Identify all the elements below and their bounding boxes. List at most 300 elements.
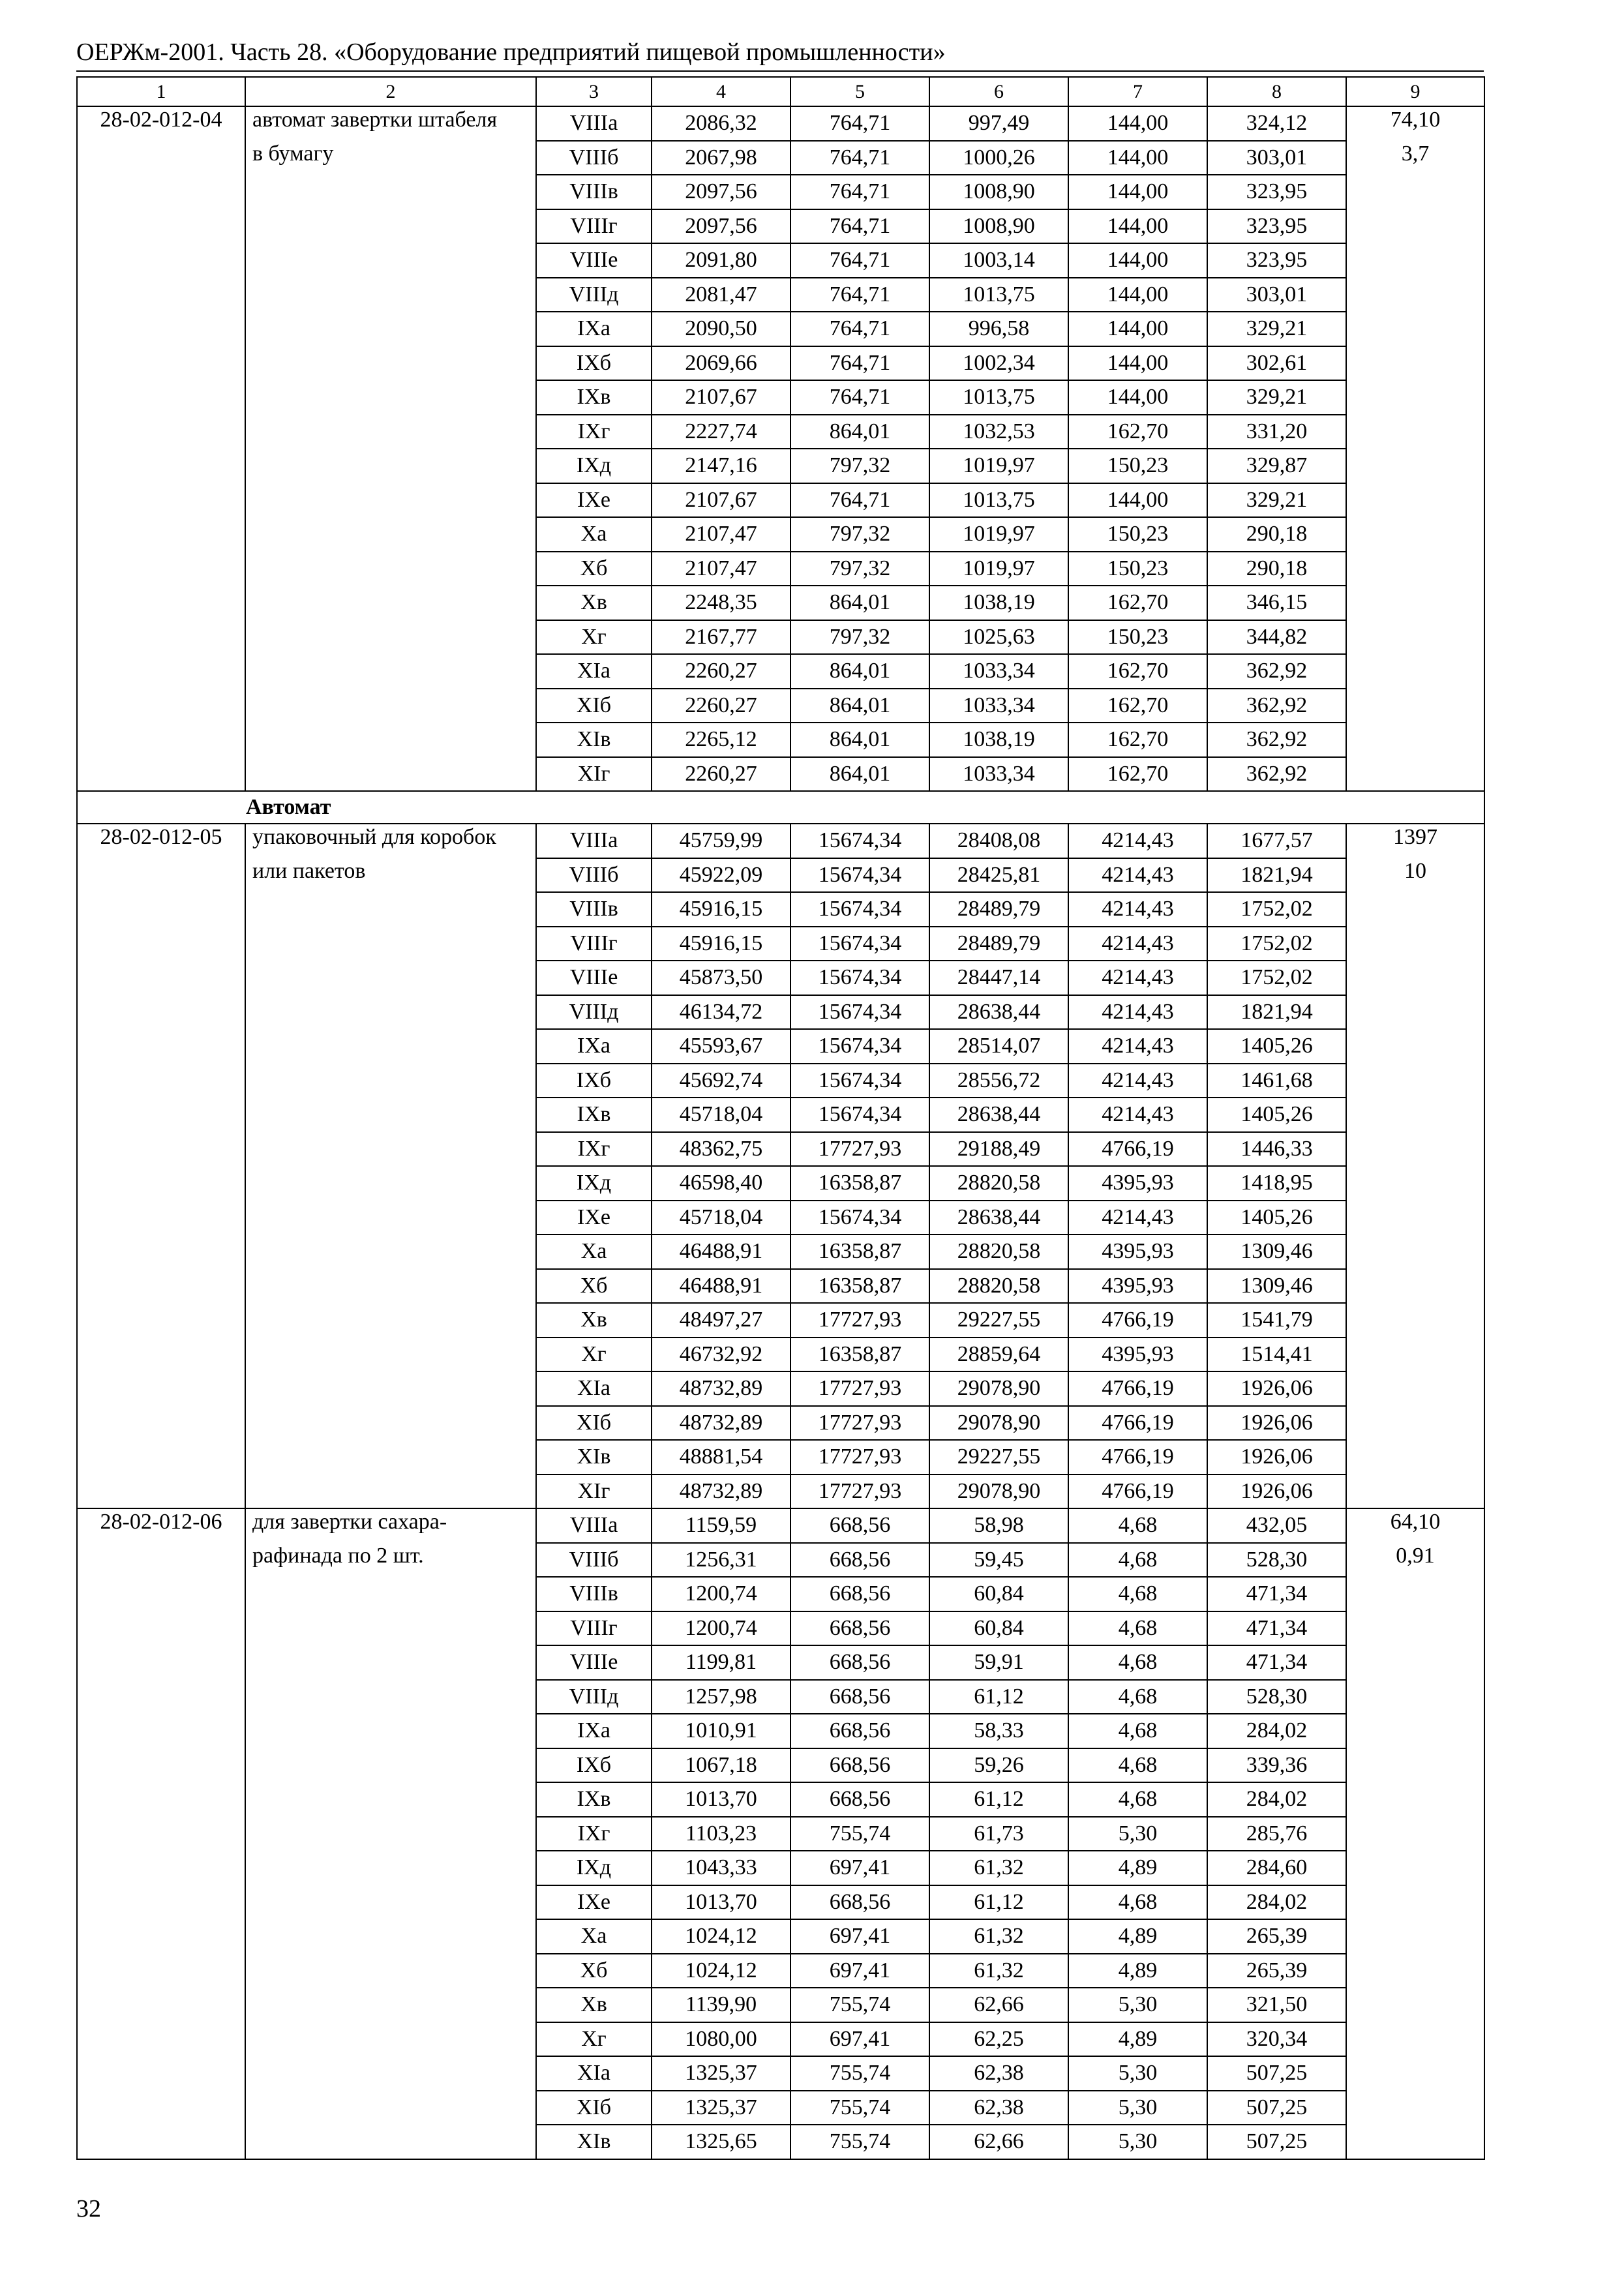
value-cell: 668,56	[790, 1885, 929, 1920]
table-row	[77, 1954, 1484, 1988]
value-cell: 150,23	[1068, 552, 1207, 586]
value-cell: 1200,74	[652, 1611, 790, 1646]
item-name-cell	[245, 1645, 536, 1680]
value-cell: 1139,90	[652, 1988, 790, 2022]
value-cell: Xа	[536, 517, 652, 552]
col9-cell: 3,7	[1346, 141, 1484, 175]
value-cell: 303,01	[1207, 278, 1346, 312]
value-cell: Xв	[536, 1988, 652, 2022]
value-cell: 28820,58	[929, 1269, 1068, 1304]
value-cell: 45922,09	[652, 858, 790, 893]
value-cell: 45916,15	[652, 927, 790, 961]
col9-cell: 74,10	[1346, 106, 1484, 141]
value-cell: 1325,37	[652, 2091, 790, 2125]
value-cell: VIIIв	[536, 1577, 652, 1611]
value-cell: 162,70	[1068, 586, 1207, 620]
value-cell: 2097,56	[652, 175, 790, 209]
value-cell: Xв	[536, 1303, 652, 1338]
item-name-cell	[245, 2125, 536, 2159]
value-cell: VIIIе	[536, 1645, 652, 1680]
value-cell: 1103,23	[652, 1817, 790, 1851]
item-name-cell	[245, 757, 536, 792]
value-cell: 668,56	[790, 1577, 929, 1611]
value-cell: 4,89	[1068, 1954, 1207, 1988]
value-cell: 528,30	[1207, 1680, 1346, 1714]
value-cell: 162,70	[1068, 723, 1207, 757]
value-cell: Xб	[536, 1954, 652, 1988]
value-cell: 697,41	[790, 1851, 929, 1885]
item-code-cell	[77, 517, 245, 552]
item-code-cell	[77, 1748, 245, 1783]
value-cell: XIа	[536, 1371, 652, 1406]
value-cell: 29227,55	[929, 1303, 1068, 1338]
item-name-cell	[245, 312, 536, 346]
value-cell: IXе	[536, 1885, 652, 1920]
col9-cell	[1346, 1371, 1484, 1406]
item-name-cell	[245, 1234, 536, 1269]
value-cell: 1003,14	[929, 243, 1068, 278]
value-cell: 4,68	[1068, 1714, 1207, 1748]
item-name-cell	[245, 483, 536, 518]
value-cell: 864,01	[790, 415, 929, 449]
value-cell: XIб	[536, 689, 652, 723]
col9-cell	[1346, 1166, 1484, 1201]
value-cell: 324,12	[1207, 106, 1346, 141]
table-row	[77, 1714, 1484, 1748]
value-cell: 2265,12	[652, 723, 790, 757]
value-cell: 48362,75	[652, 1132, 790, 1167]
table-row	[77, 346, 1484, 381]
value-cell: 16358,87	[790, 1234, 929, 1269]
table-row	[77, 1166, 1484, 1201]
col9-cell	[1346, 995, 1484, 1030]
value-cell: 58,33	[929, 1714, 1068, 1748]
item-code-cell	[77, 1988, 245, 2022]
item-code-cell	[77, 278, 245, 312]
item-name-cell	[245, 1132, 536, 1167]
value-cell: 331,20	[1207, 415, 1346, 449]
item-code-cell	[77, 1303, 245, 1338]
value-cell: 45718,04	[652, 1201, 790, 1235]
value-cell: 17727,93	[790, 1371, 929, 1406]
value-cell: 1013,70	[652, 1782, 790, 1817]
price-table	[76, 76, 1485, 2160]
value-cell: IXв	[536, 380, 652, 415]
value-cell: VIIIг	[536, 1611, 652, 1646]
table-row	[77, 209, 1484, 244]
value-cell: 2097,56	[652, 209, 790, 244]
item-code-cell	[77, 927, 245, 961]
col9-cell	[1346, 1851, 1484, 1885]
value-cell: 29188,49	[929, 1132, 1068, 1167]
value-cell: 1002,34	[929, 346, 1068, 381]
item-code-cell	[77, 858, 245, 893]
col9-cell	[1346, 1269, 1484, 1304]
column-number: 9	[1346, 77, 1484, 106]
value-cell: 4766,19	[1068, 1406, 1207, 1441]
table-row	[77, 586, 1484, 620]
value-cell: VIIIг	[536, 927, 652, 961]
value-cell: 4395,93	[1068, 1234, 1207, 1269]
value-cell: 4214,43	[1068, 1029, 1207, 1064]
value-cell: 61,32	[929, 1954, 1068, 1988]
value-cell: IXг	[536, 1817, 652, 1851]
item-name-cell	[245, 1782, 536, 1817]
col9-cell	[1346, 449, 1484, 483]
item-name-cell: для завертки сахара-	[245, 1508, 536, 1543]
value-cell: 362,92	[1207, 654, 1346, 689]
col9-cell	[1346, 1029, 1484, 1064]
value-cell: 4395,93	[1068, 1166, 1207, 1201]
value-cell: VIIIд	[536, 995, 652, 1030]
item-code-cell	[77, 2125, 245, 2159]
value-cell: 864,01	[790, 689, 929, 723]
value-cell: 323,95	[1207, 175, 1346, 209]
value-cell: 1019,97	[929, 552, 1068, 586]
value-cell: 4,89	[1068, 1919, 1207, 1954]
value-cell: 4214,43	[1068, 1098, 1207, 1132]
value-cell: 362,92	[1207, 723, 1346, 757]
table-row	[77, 1029, 1484, 1064]
col9-cell	[1346, 380, 1484, 415]
value-cell: 4,89	[1068, 1851, 1207, 1885]
value-cell: 5,30	[1068, 2056, 1207, 2091]
value-cell: 1024,12	[652, 1919, 790, 1954]
value-cell: 668,56	[790, 1748, 929, 1783]
value-cell: 4766,19	[1068, 1371, 1207, 1406]
item-code-cell	[77, 1919, 245, 1954]
col9-cell: 10	[1346, 858, 1484, 893]
col9-cell	[1346, 1064, 1484, 1098]
value-cell: XIа	[536, 2056, 652, 2091]
value-cell: 2260,27	[652, 757, 790, 792]
value-cell: VIIIб	[536, 141, 652, 175]
value-cell: Xг	[536, 1338, 652, 1372]
value-cell: 61,32	[929, 1851, 1068, 1885]
value-cell: 28638,44	[929, 1201, 1068, 1235]
value-cell: VIIIа	[536, 106, 652, 141]
table-row	[77, 824, 1484, 858]
table-row	[77, 757, 1484, 792]
value-cell: 16358,87	[790, 1338, 929, 1372]
item-code-cell	[77, 1611, 245, 1646]
value-cell: 1677,57	[1207, 824, 1346, 858]
col9-cell	[1346, 209, 1484, 244]
value-cell: 668,56	[790, 1611, 929, 1646]
value-cell: 17727,93	[790, 1474, 929, 1509]
value-cell: 144,00	[1068, 141, 1207, 175]
value-cell: 5,30	[1068, 1988, 1207, 2022]
value-cell: IXв	[536, 1782, 652, 1817]
item-name-cell: автомат завертки штабеля	[245, 106, 536, 141]
value-cell: 62,66	[929, 1988, 1068, 2022]
value-cell: 59,26	[929, 1748, 1068, 1783]
item-name-cell	[245, 1371, 536, 1406]
value-cell: 668,56	[790, 1680, 929, 1714]
value-cell: 45759,99	[652, 824, 790, 858]
value-cell: 764,71	[790, 106, 929, 141]
value-cell: 28820,58	[929, 1166, 1068, 1201]
value-cell: IXб	[536, 1748, 652, 1783]
column-number: 8	[1207, 77, 1346, 106]
table-row	[77, 858, 1484, 893]
value-cell: 764,71	[790, 243, 929, 278]
col9-cell	[1346, 1748, 1484, 1783]
value-cell: VIIIе	[536, 961, 652, 995]
column-number: 4	[652, 77, 790, 106]
table-row	[77, 1132, 1484, 1167]
value-cell: 1325,65	[652, 2125, 790, 2159]
value-cell: 668,56	[790, 1645, 929, 1680]
value-cell: VIIIа	[536, 824, 652, 858]
table-row	[77, 1098, 1484, 1132]
col9-cell	[1346, 346, 1484, 381]
item-name-cell	[245, 620, 536, 655]
value-cell: IXа	[536, 1714, 652, 1748]
value-cell: 4214,43	[1068, 961, 1207, 995]
value-cell: 58,98	[929, 1508, 1068, 1543]
value-cell: 144,00	[1068, 209, 1207, 244]
value-cell: 764,71	[790, 175, 929, 209]
value-cell: 162,70	[1068, 654, 1207, 689]
item-code-cell	[77, 415, 245, 449]
value-cell: 1541,79	[1207, 1303, 1346, 1338]
value-cell: 2260,27	[652, 654, 790, 689]
value-cell: 1821,94	[1207, 995, 1346, 1030]
value-cell: 1025,63	[929, 620, 1068, 655]
value-cell: 2248,35	[652, 586, 790, 620]
value-cell: 284,02	[1207, 1782, 1346, 1817]
value-cell: 290,18	[1207, 552, 1346, 586]
value-cell: 507,25	[1207, 2091, 1346, 2125]
table-row	[77, 1474, 1484, 1509]
table-row	[77, 1440, 1484, 1474]
table-row	[77, 620, 1484, 655]
value-cell: 162,70	[1068, 415, 1207, 449]
item-code-cell	[77, 1234, 245, 1269]
value-cell: 2081,47	[652, 278, 790, 312]
table-row	[77, 1851, 1484, 1885]
value-cell: 2067,98	[652, 141, 790, 175]
value-cell: 323,95	[1207, 243, 1346, 278]
value-cell: 15674,34	[790, 927, 929, 961]
item-name-cell	[245, 1440, 536, 1474]
value-cell: 764,71	[790, 278, 929, 312]
table-row	[77, 2091, 1484, 2125]
value-cell: 15674,34	[790, 995, 929, 1030]
col9-cell	[1346, 2056, 1484, 2091]
table-row	[77, 2125, 1484, 2159]
value-cell: 755,74	[790, 2056, 929, 2091]
value-cell: 16358,87	[790, 1166, 929, 1201]
value-cell: 755,74	[790, 2091, 929, 2125]
value-cell: 4,68	[1068, 1885, 1207, 1920]
value-cell: 764,71	[790, 346, 929, 381]
value-cell: Xг	[536, 2022, 652, 2057]
value-cell: 996,58	[929, 312, 1068, 346]
value-cell: 48732,89	[652, 1474, 790, 1509]
value-cell: IXе	[536, 1201, 652, 1235]
value-cell: IXд	[536, 1166, 652, 1201]
item-name-cell: или пакетов	[245, 858, 536, 893]
value-cell: 2090,50	[652, 312, 790, 346]
table-row	[77, 2022, 1484, 2057]
value-cell: 4766,19	[1068, 1303, 1207, 1338]
value-cell: 46598,40	[652, 1166, 790, 1201]
table-row	[77, 1508, 1484, 1543]
item-name-cell	[245, 927, 536, 961]
value-cell: 17727,93	[790, 1303, 929, 1338]
value-cell: 1033,34	[929, 689, 1068, 723]
col9-cell	[1346, 175, 1484, 209]
col9-cell	[1346, 689, 1484, 723]
table-row	[77, 1817, 1484, 1851]
value-cell: 62,38	[929, 2056, 1068, 2091]
value-cell: 668,56	[790, 1508, 929, 1543]
item-name-cell: упаковочный для коробок	[245, 824, 536, 858]
value-cell: 1257,98	[652, 1680, 790, 1714]
value-cell: 339,36	[1207, 1748, 1346, 1783]
value-cell: 2260,27	[652, 689, 790, 723]
table-row	[77, 1543, 1484, 1578]
value-cell: 1013,75	[929, 278, 1068, 312]
table-row	[77, 517, 1484, 552]
value-cell: 45692,74	[652, 1064, 790, 1098]
value-cell: 48732,89	[652, 1406, 790, 1441]
table-row	[77, 995, 1484, 1030]
item-code-cell	[77, 1029, 245, 1064]
value-cell: 507,25	[1207, 2056, 1346, 2091]
col9-cell	[1346, 586, 1484, 620]
value-cell: 1008,90	[929, 175, 1068, 209]
value-cell: 1325,37	[652, 2056, 790, 2091]
value-cell: 4214,43	[1068, 1201, 1207, 1235]
col9-cell	[1346, 927, 1484, 961]
value-cell: 329,21	[1207, 312, 1346, 346]
item-code-cell	[77, 1371, 245, 1406]
col9-cell	[1346, 1201, 1484, 1235]
col9-cell	[1346, 1098, 1484, 1132]
value-cell: 284,02	[1207, 1714, 1346, 1748]
item-code-cell	[77, 552, 245, 586]
value-cell: 4766,19	[1068, 1474, 1207, 1509]
value-cell: 60,84	[929, 1577, 1068, 1611]
value-cell: 28514,07	[929, 1029, 1068, 1064]
value-cell: 290,18	[1207, 517, 1346, 552]
value-cell: 471,34	[1207, 1645, 1346, 1680]
column-number: 7	[1068, 77, 1207, 106]
col9-cell	[1346, 483, 1484, 518]
item-name-cell	[245, 278, 536, 312]
value-cell: VIIIа	[536, 1508, 652, 1543]
table-row	[77, 1645, 1484, 1680]
value-cell: 46134,72	[652, 995, 790, 1030]
table-row	[77, 689, 1484, 723]
item-code-cell	[77, 1543, 245, 1578]
item-name-cell	[245, 995, 536, 1030]
item-name-cell	[245, 1269, 536, 1304]
value-cell: 755,74	[790, 1817, 929, 1851]
value-cell: 1418,95	[1207, 1166, 1346, 1201]
item-code-cell	[77, 209, 245, 244]
item-code-cell	[77, 175, 245, 209]
col9-cell	[1346, 1919, 1484, 1954]
item-name-cell	[245, 1406, 536, 1441]
item-name-cell	[245, 2091, 536, 2125]
item-name-cell	[245, 449, 536, 483]
item-code-cell	[77, 1440, 245, 1474]
item-code-cell	[77, 2091, 245, 2125]
column-number: 1	[77, 77, 245, 106]
table-row	[77, 1371, 1484, 1406]
item-name-cell	[245, 1611, 536, 1646]
col9-cell	[1346, 1817, 1484, 1851]
value-cell: 285,76	[1207, 1817, 1346, 1851]
value-cell: 4,68	[1068, 1508, 1207, 1543]
value-cell: IXг	[536, 415, 652, 449]
col9-cell	[1346, 892, 1484, 927]
table-row	[77, 278, 1484, 312]
section-title: Автомат	[77, 791, 1484, 824]
item-code-cell: 28-02-012-04	[77, 106, 245, 141]
value-cell: 29078,90	[929, 1474, 1068, 1509]
item-code-cell	[77, 995, 245, 1030]
table-row	[77, 1885, 1484, 1920]
value-cell: 1080,00	[652, 2022, 790, 2057]
value-cell: 303,01	[1207, 141, 1346, 175]
value-cell: 15674,34	[790, 1098, 929, 1132]
item-code-cell	[77, 141, 245, 175]
value-cell: 764,71	[790, 312, 929, 346]
value-cell: 48881,54	[652, 1440, 790, 1474]
value-cell: 362,92	[1207, 689, 1346, 723]
value-cell: 4214,43	[1068, 892, 1207, 927]
value-cell: 1309,46	[1207, 1234, 1346, 1269]
value-cell: 4395,93	[1068, 1338, 1207, 1372]
value-cell: 755,74	[790, 2125, 929, 2159]
table-row	[77, 2056, 1484, 2091]
value-cell: 1159,59	[652, 1508, 790, 1543]
value-cell: 16358,87	[790, 1269, 929, 1304]
col9-cell: 0,91	[1346, 1543, 1484, 1578]
value-cell: 797,32	[790, 620, 929, 655]
table-row	[77, 380, 1484, 415]
value-cell: 17727,93	[790, 1132, 929, 1167]
value-cell: 4,68	[1068, 1611, 1207, 1646]
value-cell: 668,56	[790, 1782, 929, 1817]
value-cell: 150,23	[1068, 620, 1207, 655]
value-cell: IXд	[536, 1851, 652, 1885]
value-cell: 329,21	[1207, 380, 1346, 415]
value-cell: 1752,02	[1207, 927, 1346, 961]
value-cell: 45873,50	[652, 961, 790, 995]
value-cell: IXа	[536, 312, 652, 346]
table-row	[77, 961, 1484, 995]
value-cell: XIг	[536, 757, 652, 792]
value-cell: 28859,64	[929, 1338, 1068, 1372]
table-row	[77, 1338, 1484, 1372]
col9-cell	[1346, 2022, 1484, 2057]
item-code-cell	[77, 961, 245, 995]
item-code-cell: 28-02-012-06	[77, 1508, 245, 1543]
value-cell: 29227,55	[929, 1440, 1068, 1474]
value-cell: 61,12	[929, 1680, 1068, 1714]
value-cell: 471,34	[1207, 1611, 1346, 1646]
col9-cell	[1346, 1440, 1484, 1474]
table-row	[77, 1919, 1484, 1954]
table-row	[77, 1064, 1484, 1098]
table-row	[77, 243, 1484, 278]
